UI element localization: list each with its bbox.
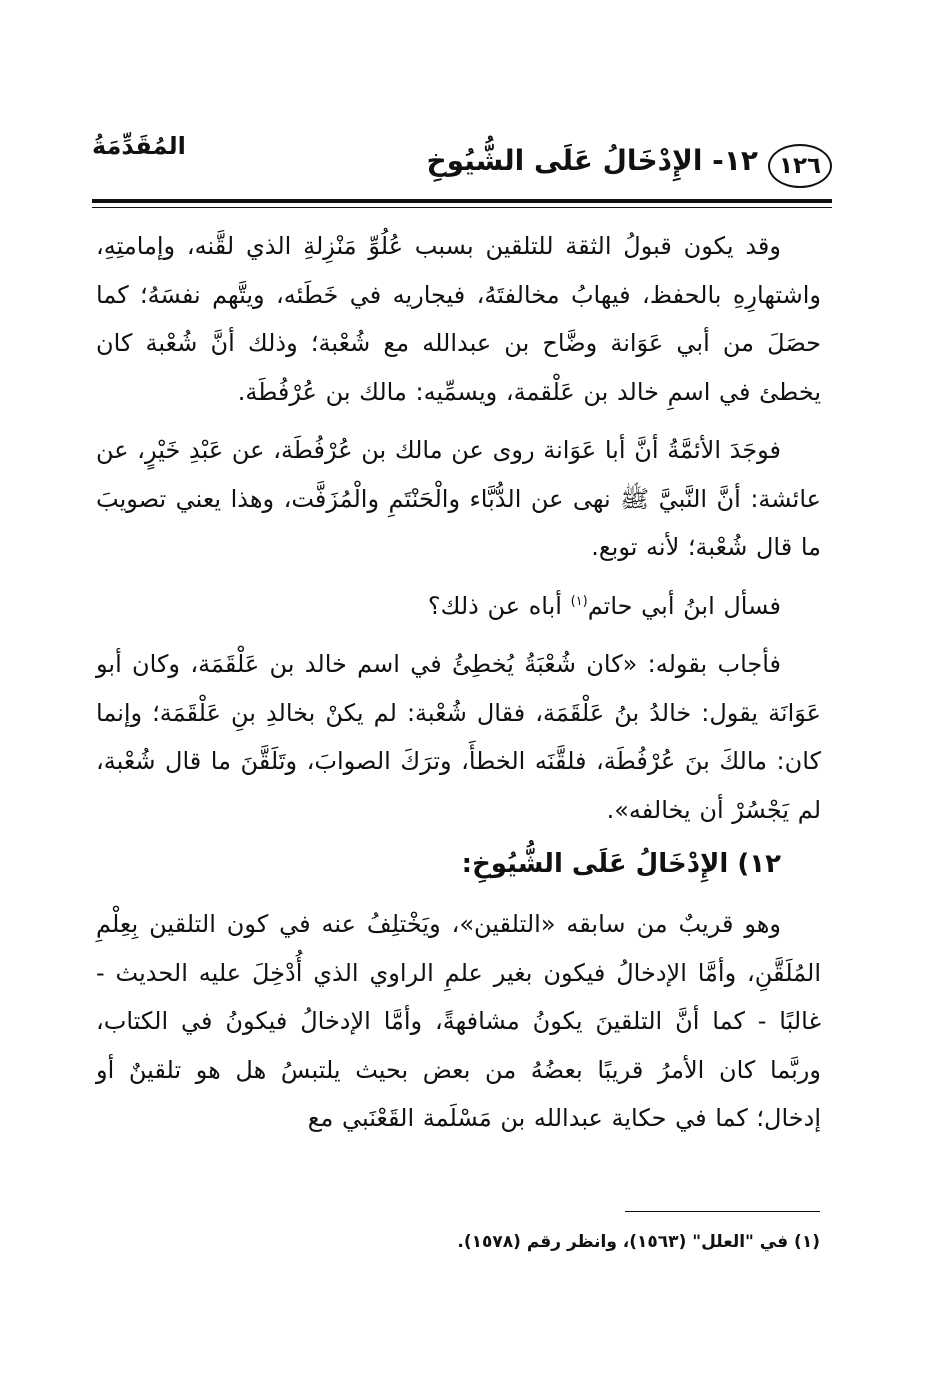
section-heading: ١٢) الإِدْخَالُ عَلَى الشُّيُوخِ: <box>461 849 781 879</box>
chapter-title: ١٢- الإِدْخَالُ عَلَى الشُّيُوخِ <box>426 144 758 177</box>
paragraph-4: فأجاب بقوله: «كان شُعْبَةُ يُخطِئُ في اسم خالد بن عَلْقَمَة، وكان أبو عَوَانَة يقول: خالدُ بنُ عَلْقَمَة، فقال شُعْبة: لم يكنْ بخالدِ بنِ عَلْقَمَة؛ وإنما كان: مالكَ بنَ عُرْفُطَة، فلقَّنَه الخطأَ، وترَكَ الصوابَ، وتَلَقَّنَ ما قال شُعْبة، لم يَجْسُرْ أن يخالفه». <box>96 650 821 824</box>
footnote-separator <box>625 1211 820 1212</box>
paragraph-1: وقد يكون قبولُ الثقة للتلقين بسبب عُلُوِّ مَنْزِلةِ الذي لقَّنه، وإمامتِهِ، واشتهارِهِ بالحفظ، فيهابُ مخالفتَهُ، فيجاريه في خَطَئه، ويتَّهم نفسَهُ؛ كما حصَلَ من أبي عَوَانة وضَّاح بن عبدالله مع شُعْبة؛ وذلك أنَّ شُعْبة كان يخطئ في اسمِ خالد بن عَلْقمة، ويسمِّيه: مالك بن عُرْفُطَة. <box>96 232 821 406</box>
paragraph-3-text-end: أباه عن ذلك؟ <box>427 591 571 620</box>
page-body <box>96 222 821 1143</box>
header-rule-thin <box>92 207 832 208</box>
section-title: المُقَدِّمَةُ <box>92 132 186 160</box>
footnote-reference: (١) <box>570 593 588 609</box>
page-number-text: ١٢٦ <box>778 153 822 179</box>
paragraph-5: وهو قريبٌ من سابقه «التلقين»، ويَخْتلِفُ عنه في كون التلقين بِعِلْمِ المُلَقَّنِ، وأمَّا الإدخالُ فيكون بغير علمِ الراوي الذي أُدْخِلَ عليه الحديث - غالبًا - كما أنَّ التلقينَ يكونُ مشافهةً، وأمَّا الإدخالُ فيكونُ في الكتاب، وربَّما كان الأمرُ قريبًا بعضُهُ من بعض بحيث يلتبسُ هل هو تلقينٌ أو إدخال؛ كما في حكاية عبدالله بن مَسْلَمة القَعْنَبي مع <box>96 910 821 1132</box>
paragraph-2: فوجَدَ الأئمَّةُ أنَّ أبا عَوَانة روى عن مالك بن عُرْفُطَة، عن عَبْدِ خَيْرٍ، عن عائشة: أنَّ النَّبيَّ ﷺ نهى عن الدُّبَّاء والْحَنْتَمِ والْمُزَفَّت، وهذا يعني تصويبَ ما قال شُعْبة؛ لأنه توبع. <box>96 436 821 561</box>
footnote: (١) في "العلل" (١٥٦٣)، وانظر رقم (١٥٧٨). <box>457 1232 820 1252</box>
paragraph-3 <box>96 582 821 631</box>
header-rule-thick <box>92 199 832 203</box>
page-number <box>768 144 832 188</box>
paragraph-3-text: فسأل ابنُ أبي حاتم <box>587 591 781 620</box>
page-header <box>92 118 832 188</box>
